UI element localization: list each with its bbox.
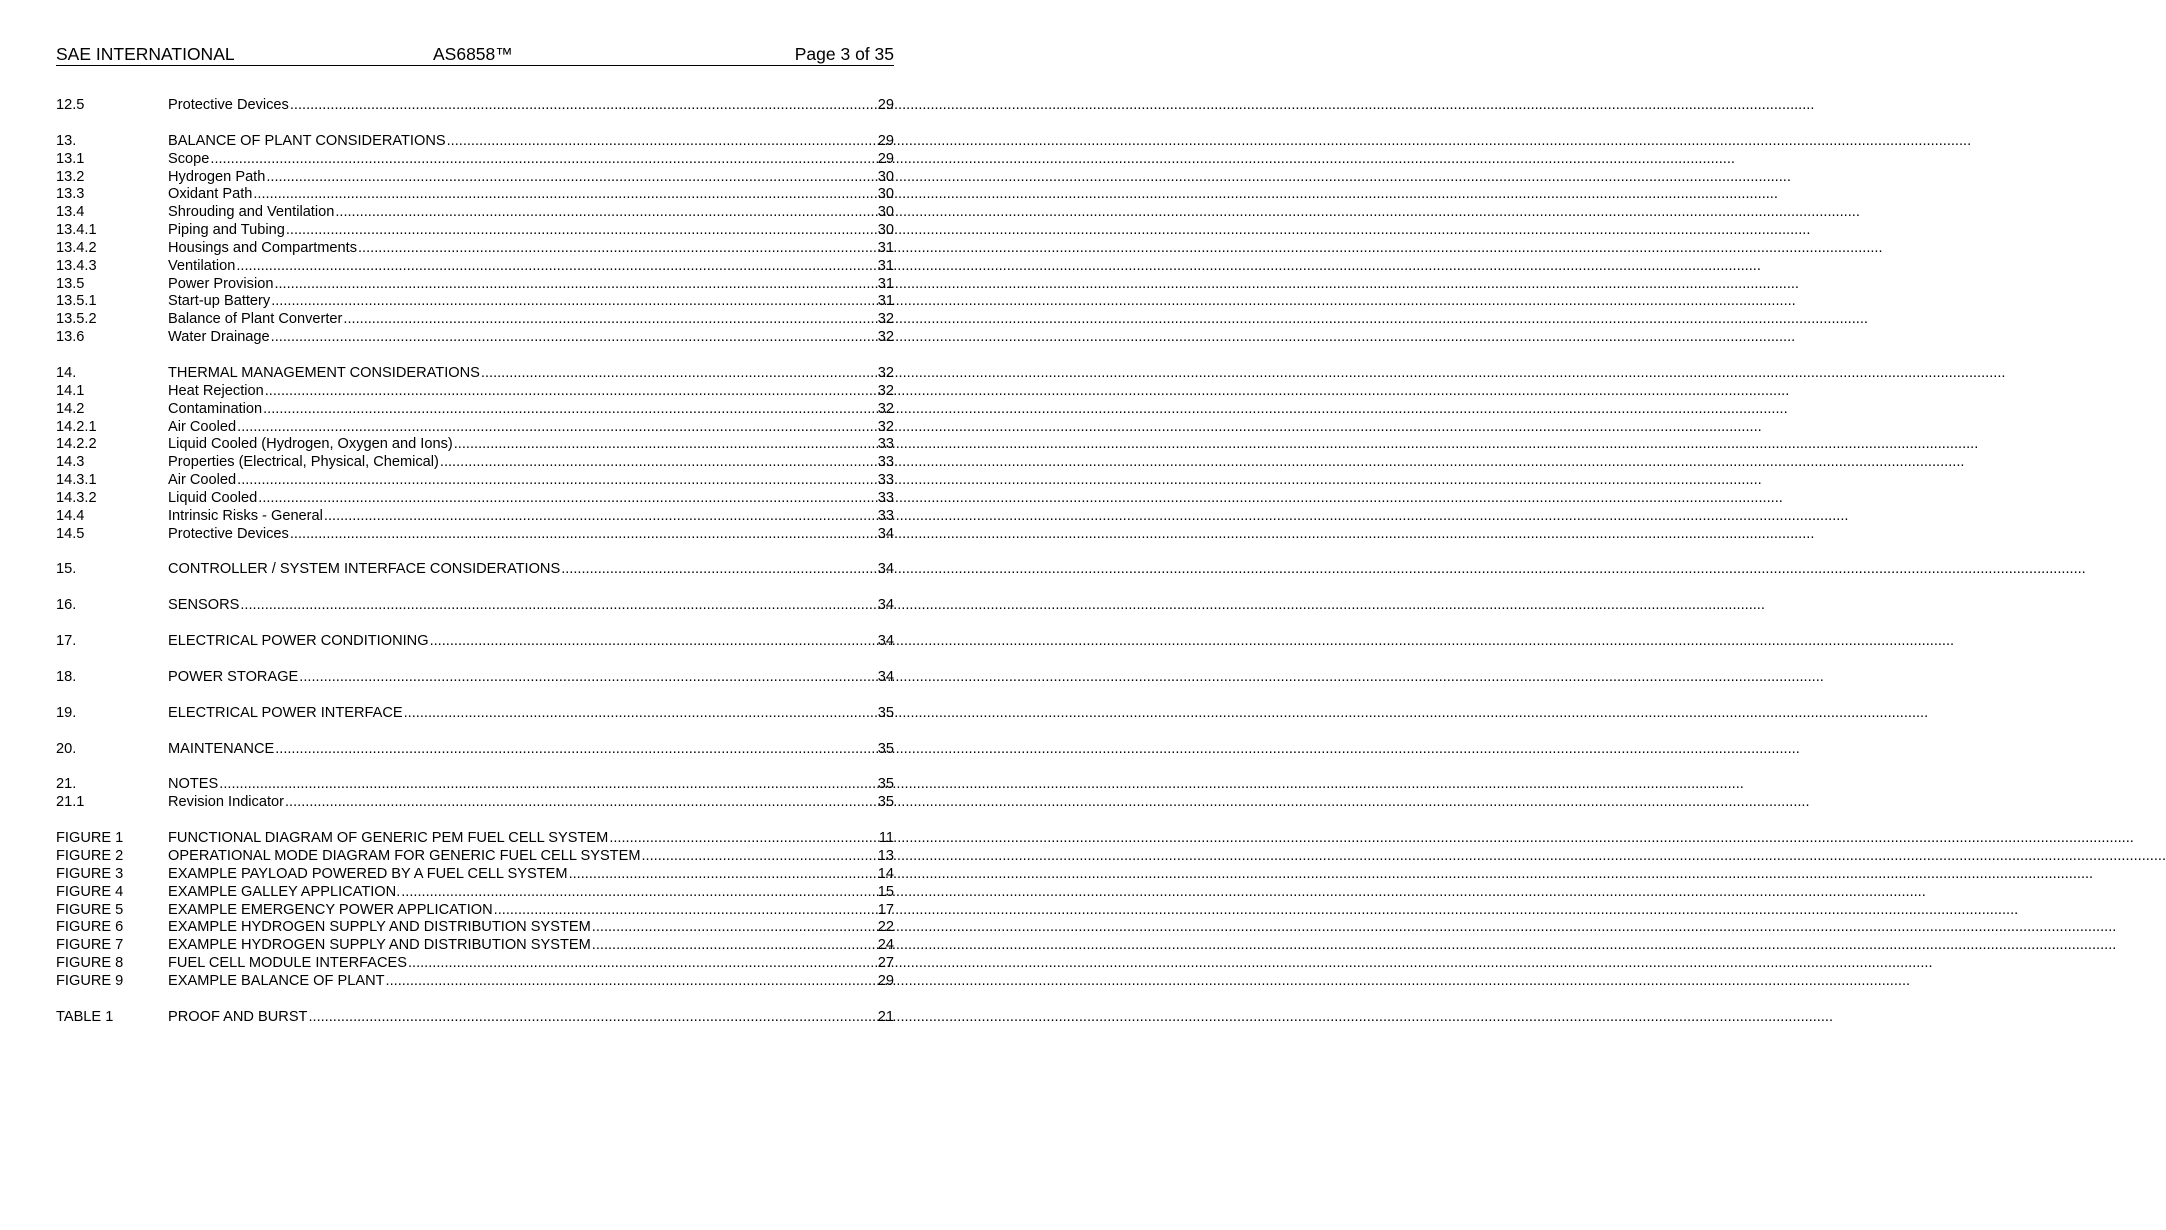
toc-entry-number: 13.2 xyxy=(56,168,85,185)
toc-entry-title: OPERATIONAL MODE DIAGRAM FOR GENERIC FUEL CELL SYSTEM xyxy=(168,848,641,864)
toc-entry-number: FIGURE 2 xyxy=(56,848,124,864)
toc-entry-title: Protective Devices xyxy=(168,525,289,542)
toc-entry-title: Liquid Cooled xyxy=(168,489,258,506)
toc-entry[interactable] xyxy=(56,436,894,454)
toc-entry-page: 24 xyxy=(877,937,894,954)
toc-entry[interactable] xyxy=(56,526,894,544)
toc-entry-title: FUEL CELL MODULE INTERFACES xyxy=(168,955,407,972)
toc-dot-leader xyxy=(299,669,876,687)
toc-dot-leader xyxy=(592,919,877,937)
toc-entry[interactable] xyxy=(56,490,894,508)
toc-dot-leader xyxy=(404,705,877,723)
toc-dot-leader xyxy=(481,365,877,383)
toc-entry-page: 33 xyxy=(877,489,894,506)
toc-dot-leader xyxy=(440,454,877,472)
toc-entry-title: EXAMPLE PAYLOAD POWERED BY A FUEL CELL SYSTEM xyxy=(168,865,568,882)
toc-entry-number: 13.5 xyxy=(56,275,85,292)
toc-entry-number: TABLE 1 xyxy=(56,1008,114,1025)
toc-dot-leader xyxy=(290,526,877,544)
toc-entry-page: 22 xyxy=(877,919,894,936)
toc-entry-number: FIGURE 9 xyxy=(56,972,124,989)
toc-entry-page: 33 xyxy=(877,454,894,471)
toc-entry-number: 18. xyxy=(56,668,77,685)
toc-entry-page: 30 xyxy=(877,168,894,185)
toc-entry-title: BALANCE OF PLANT CONSIDERATIONS xyxy=(168,132,446,149)
toc-entry[interactable] xyxy=(56,169,894,187)
toc-dot-leader xyxy=(237,472,877,490)
toc-entry-number: 13.5.2 xyxy=(56,311,97,328)
toc-entry-title: Air Cooled xyxy=(168,472,237,489)
toc-entry[interactable] xyxy=(56,830,894,848)
toc-entry-page: 32 xyxy=(877,382,894,399)
toc-entry-number: FIGURE 7 xyxy=(56,937,124,954)
toc-group xyxy=(56,597,894,615)
toc-entry[interactable] xyxy=(56,1009,894,1027)
toc-dot-leader xyxy=(335,204,876,222)
toc-dot-leader xyxy=(240,597,876,615)
toc-entry-page: 35 xyxy=(877,740,894,757)
toc-entry-number: 14.3.1 xyxy=(56,472,97,489)
toc-dot-leader xyxy=(275,741,877,759)
toc-entry-page: 31 xyxy=(877,293,894,310)
toc-entry-number: 13.6 xyxy=(56,329,85,346)
toc-dot-leader xyxy=(609,830,878,848)
toc-entry-title: Hydrogen Path xyxy=(168,168,266,185)
toc-entry-number: 13.3 xyxy=(56,186,85,203)
toc-entry-page: 34 xyxy=(877,597,894,614)
toc-entry-number: 14.2.2 xyxy=(56,436,97,453)
toc-entry-number: 14.4 xyxy=(56,507,85,524)
toc-entry-number: 14. xyxy=(56,364,77,381)
toc-entry-page: 33 xyxy=(877,472,894,489)
toc-group xyxy=(56,365,894,543)
toc-entry-title: NOTES xyxy=(168,776,219,793)
toc-entry-title: Properties (Electrical, Physical, Chemical) xyxy=(168,454,439,471)
toc-entry-number: 21.1 xyxy=(56,794,85,811)
toc-entry[interactable] xyxy=(56,705,894,723)
page-header xyxy=(56,43,894,66)
toc-entry-page: 32 xyxy=(877,311,894,328)
toc-entry-number: 19. xyxy=(56,704,77,721)
toc-dot-leader xyxy=(265,383,877,401)
toc-entry-title: FUNCTIONAL DIAGRAM OF GENERIC PEM FUEL CELL SYSTEM xyxy=(168,830,609,847)
toc-dot-leader xyxy=(408,955,877,973)
toc-entry-page: 31 xyxy=(877,275,894,292)
toc-entry-page: 32 xyxy=(877,329,894,346)
toc-dot-leader xyxy=(386,973,877,991)
toc-entry-number: 14.3 xyxy=(56,454,85,471)
toc-dot-leader xyxy=(430,633,877,651)
toc-dot-leader xyxy=(561,561,877,579)
toc-entry-page: 30 xyxy=(877,186,894,203)
toc-entry[interactable] xyxy=(56,776,894,794)
toc-entry[interactable] xyxy=(56,204,894,222)
toc-entry-page: 17 xyxy=(877,901,894,918)
toc-dot-leader xyxy=(324,508,877,526)
toc-entry-title: Air Cooled xyxy=(168,418,237,435)
toc-entry-number: FIGURE 3 xyxy=(56,865,124,882)
toc-entry-page: 29 xyxy=(877,132,894,149)
toc-entry-title: EXAMPLE HYDROGEN SUPPLY AND DISTRIBUTION SYSTEM xyxy=(168,937,591,954)
toc-dot-leader xyxy=(401,884,877,902)
toc-entry-page: 30 xyxy=(877,204,894,221)
toc-dot-leader xyxy=(592,937,877,955)
toc-entry-title: EXAMPLE HYDROGEN SUPPLY AND DISTRIBUTION SYSTEM xyxy=(168,919,591,936)
toc-entry-number: 12.5 xyxy=(56,97,85,113)
toc-entry-title: POWER STORAGE xyxy=(168,668,299,685)
toc-entry-number: 13.4.2 xyxy=(56,239,97,256)
header-page-label: Page 3 of 35 xyxy=(794,44,894,64)
toc-entry-page: 33 xyxy=(877,507,894,524)
toc-entry-title: Heat Rejection xyxy=(168,382,264,399)
toc-group xyxy=(56,830,894,991)
toc-entry-number: 14.5 xyxy=(56,525,85,542)
toc-entry-number: 20. xyxy=(56,740,77,757)
toc-entry-title: EXAMPLE BALANCE OF PLANT xyxy=(168,972,385,989)
table-of-contents xyxy=(56,97,894,1045)
toc-entry[interactable] xyxy=(56,311,894,329)
toc-group xyxy=(56,633,894,651)
toc-entry-number: 14.2 xyxy=(56,400,85,417)
toc-dot-leader xyxy=(494,902,877,920)
toc-entry-page: 27 xyxy=(877,955,894,972)
toc-entry[interactable] xyxy=(56,973,894,991)
toc-group xyxy=(56,705,894,723)
toc-entry[interactable] xyxy=(56,383,894,401)
toc-entry[interactable] xyxy=(56,133,894,151)
toc-group xyxy=(56,741,894,759)
toc-entry[interactable] xyxy=(56,151,894,169)
toc-entry[interactable] xyxy=(56,365,894,383)
toc-entry-title: Water Drainage xyxy=(168,329,270,346)
toc-entry[interactable] xyxy=(56,633,894,651)
toc-entry-page: 29 xyxy=(877,150,894,167)
toc-entry-page: 21 xyxy=(877,1008,894,1025)
toc-entry[interactable] xyxy=(56,597,894,615)
toc-entry-title: CONTROLLER / SYSTEM INTERFACE CONSIDERATIONS xyxy=(168,561,561,578)
toc-entry-page: 31 xyxy=(877,257,894,274)
toc-entry-number: 14.2.1 xyxy=(56,418,97,435)
toc-group xyxy=(56,133,894,347)
toc-entry-number: 14.3.2 xyxy=(56,489,97,506)
toc-entry-title: Balance of Plant Converter xyxy=(168,311,343,328)
toc-entry-title: ELECTRICAL POWER INTERFACE xyxy=(168,704,403,721)
toc-entry[interactable] xyxy=(56,508,894,526)
toc-entry-number: 15. xyxy=(56,561,77,578)
toc-dot-leader xyxy=(308,1009,876,1027)
toc-dot-leader xyxy=(253,186,876,204)
toc-entry-page: 13 xyxy=(877,848,894,864)
toc-dot-leader xyxy=(286,222,877,240)
toc-dot-leader xyxy=(569,866,877,884)
toc-dot-leader xyxy=(447,133,877,151)
toc-entry-title: Intrinsic Risks - General xyxy=(168,507,323,524)
toc-entry-page: 32 xyxy=(877,400,894,417)
toc-entry[interactable] xyxy=(56,419,894,437)
toc-entry[interactable] xyxy=(56,866,894,884)
toc-entry-title: MAINTENANCE xyxy=(168,740,275,757)
toc-dot-leader xyxy=(271,329,877,347)
toc-entry-number: 16. xyxy=(56,597,77,614)
toc-entry-title: EXAMPLE GALLEY APPLICATION. xyxy=(168,883,401,900)
toc-entry-title: EXAMPLE EMERGENCY POWER APPLICATION xyxy=(168,901,493,918)
toc-entry[interactable] xyxy=(56,329,894,347)
toc-entry-title: Start-up Battery xyxy=(168,293,271,310)
toc-entry[interactable] xyxy=(56,240,894,258)
toc-entry-page: 32 xyxy=(877,418,894,435)
toc-entry-page: 34 xyxy=(877,561,894,578)
toc-entry[interactable] xyxy=(56,561,894,579)
toc-group xyxy=(56,1009,894,1027)
toc-entry[interactable] xyxy=(56,794,894,812)
toc-dot-leader xyxy=(266,169,876,187)
toc-entry-title: Liquid Cooled (Hydrogen, Oxygen and Ions) xyxy=(168,436,453,453)
toc-entry-title: Ventilation xyxy=(168,257,236,274)
toc-entry-page: 34 xyxy=(877,633,894,650)
toc-group xyxy=(56,561,894,579)
toc-entry[interactable] xyxy=(56,937,894,955)
toc-dot-leader xyxy=(263,401,877,419)
toc-dot-leader xyxy=(271,293,877,311)
toc-entry-page: 11 xyxy=(878,830,894,847)
toc-entry-title: Shrouding and Ventilation xyxy=(168,204,335,221)
toc-entry-title: Housings and Compartments xyxy=(168,239,357,256)
toc-entry[interactable] xyxy=(56,848,894,866)
header-document-id: AS6858™ xyxy=(433,44,513,64)
toc-entry-page: 33 xyxy=(877,436,894,453)
toc-entry[interactable] xyxy=(56,186,894,204)
toc-entry[interactable] xyxy=(56,276,894,294)
toc-entry[interactable] xyxy=(56,222,894,240)
toc-entry-title: Power Provision xyxy=(168,275,274,292)
toc-entry-page: 34 xyxy=(877,668,894,685)
toc-entry-page: 31 xyxy=(877,239,894,256)
toc-entry-number: FIGURE 6 xyxy=(56,919,124,936)
toc-entry-number: 13.4.1 xyxy=(56,222,97,239)
toc-entry-number: 13.1 xyxy=(56,150,85,167)
toc-entry-number: 13.4.3 xyxy=(56,257,97,274)
toc-entry-number: FIGURE 4 xyxy=(56,883,124,900)
toc-entry-number: FIGURE 5 xyxy=(56,901,124,918)
toc-dot-leader xyxy=(285,794,877,812)
toc-entry-page: 32 xyxy=(877,364,894,381)
header-organization: SAE INTERNATIONAL xyxy=(56,44,235,64)
toc-entry-page: 35 xyxy=(877,776,894,793)
toc-entry-number: 17. xyxy=(56,633,77,650)
toc-entry-title: Protective Devices xyxy=(168,97,289,113)
toc-entry[interactable] xyxy=(56,472,894,490)
toc-dot-leader xyxy=(343,311,876,329)
toc-entry-title: SENSORS xyxy=(168,597,240,614)
toc-entry-title: Oxidant Path xyxy=(168,186,253,203)
toc-entry-page: 29 xyxy=(877,97,894,113)
toc-entry-title: ELECTRICAL POWER CONDITIONING xyxy=(168,633,429,650)
toc-entry[interactable] xyxy=(56,955,894,973)
toc-entry-page: 34 xyxy=(877,525,894,542)
toc-entry-title: Revision Indicator xyxy=(168,794,284,811)
toc-entry-page: 29 xyxy=(877,972,894,989)
toc-dot-leader xyxy=(219,776,876,794)
toc-entry-title: Scope xyxy=(168,150,210,167)
toc-entry-page: 15 xyxy=(877,883,894,900)
toc-entry[interactable] xyxy=(56,919,894,937)
toc-entry[interactable] xyxy=(56,454,894,472)
toc-entry[interactable] xyxy=(56,741,894,759)
toc-dot-leader xyxy=(358,240,877,258)
toc-dot-leader xyxy=(258,490,877,508)
toc-entry-title: PROOF AND BURST xyxy=(168,1008,308,1025)
toc-entry-page: 30 xyxy=(877,222,894,239)
toc-dot-leader xyxy=(454,436,877,454)
toc-dot-leader xyxy=(237,419,877,437)
toc-group xyxy=(56,776,894,812)
toc-dot-leader xyxy=(641,848,876,866)
toc-entry[interactable] xyxy=(56,884,894,902)
toc-group xyxy=(56,97,894,115)
toc-entry-title: THERMAL MANAGEMENT CONSIDERATIONS xyxy=(168,364,480,381)
toc-entry-page: 14 xyxy=(877,865,894,882)
toc-entry-title: Piping and Tubing xyxy=(168,222,285,239)
toc-entry[interactable] xyxy=(56,401,894,419)
toc-entry[interactable] xyxy=(56,669,894,687)
toc-entry-number: 14.1 xyxy=(56,382,85,399)
toc-group xyxy=(56,669,894,687)
toc-entry[interactable] xyxy=(56,258,894,276)
toc-dot-leader xyxy=(274,276,876,294)
toc-dot-leader xyxy=(290,97,877,115)
toc-entry-page: 35 xyxy=(877,794,894,811)
toc-dot-leader xyxy=(210,151,876,169)
toc-entry-number: FIGURE 8 xyxy=(56,955,124,972)
toc-entry[interactable] xyxy=(56,293,894,311)
toc-entry-number: 21. xyxy=(56,776,77,793)
toc-entry-number: 13.4 xyxy=(56,204,85,221)
toc-dot-leader xyxy=(236,258,876,276)
toc-entry-number: 13.5.1 xyxy=(56,293,97,310)
toc-entry[interactable] xyxy=(56,97,894,115)
toc-entry[interactable] xyxy=(56,902,894,920)
toc-entry-page: 35 xyxy=(877,704,894,721)
toc-entry-number: FIGURE 1 xyxy=(56,830,124,847)
toc-entry-title: Contamination xyxy=(168,400,263,417)
toc-entry-number: 13. xyxy=(56,132,77,149)
